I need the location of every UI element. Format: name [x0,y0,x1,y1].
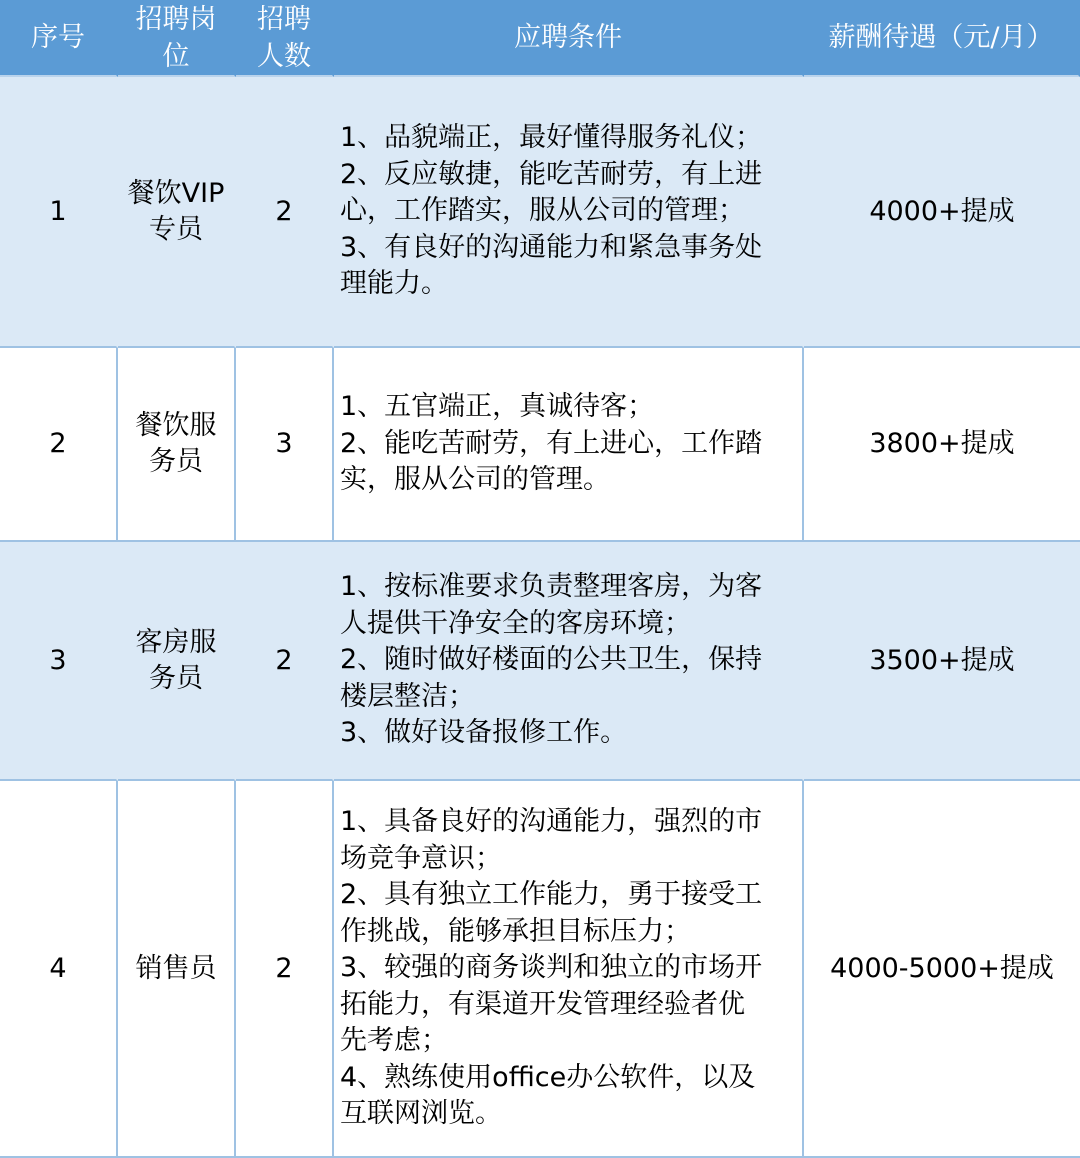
row-salary-cell [804,542,1080,781]
requirement-item: 1、五官端正，真诚待客； [340,391,655,423]
row-count-cell [236,348,334,542]
row-no: 2 [49,428,67,459]
row-salary: 4000+提成 [869,195,1015,227]
requirements-list [340,120,796,303]
header-no [0,0,118,77]
row-count: 2 [275,644,293,676]
header-requirements-label: 应聘条件 [514,22,622,53]
requirement-item: 3、做好设备报修工作。 [340,717,628,749]
row-salary: 4000-5000+提成 [830,952,1054,984]
row-count: 2 [275,195,293,227]
header-count-label: 招聘 人数 [257,3,311,72]
header-salary [804,0,1080,77]
requirements-list [340,804,796,1133]
requirements-list [340,569,796,752]
header-requirements [334,0,804,77]
row-no: 1 [49,195,67,227]
row-count: 3 [275,428,293,459]
row-requirements-cell [334,348,804,542]
row-requirements-cell [334,542,804,781]
requirement-item: 2、随时做好楼面的公共卫生，保持 楼层整洁； [340,644,763,712]
requirement-item: 1、按标准要求负责整理客房，为客 人提供干净安全的客房环境； [340,571,763,639]
header-position-label: 招聘岗 位 [135,3,217,72]
row-position-cell [118,781,236,1158]
requirement-item: 4、熟练使用office办公软件，以及 互联网浏览。 [340,1061,756,1130]
requirement-item: 3、有良好的沟通能力和紧急事务处 理能力。 [340,231,763,300]
row-count: 2 [275,952,293,984]
row-position: 餐饮VIP 专员 [127,177,225,245]
row-position-cell [118,77,236,348]
row-no-cell [0,77,118,348]
row-position: 销售员 [135,952,217,984]
header-position [118,0,236,77]
row-no-cell [0,781,118,1158]
row-position: 客房服 务员 [135,626,217,694]
header-count [236,0,334,77]
row-requirements-cell [334,77,804,348]
row-no-cell [0,348,118,542]
row-salary: 3500+提成 [869,644,1015,676]
row-position-cell [118,348,236,542]
requirement-item: 2、具有独立工作能力，勇于接受工 作挑战，能够承担目标压力； [340,879,763,947]
row-requirements-cell [334,781,804,1158]
row-count-cell [236,77,334,348]
requirement-item: 3、较强的商务谈判和独立的市场开 拓能力，有渠道开发管理经验者优 先考虑； [340,952,763,1057]
row-count-cell [236,781,334,1158]
header-no-label: 序号 [31,22,85,53]
row-no: 3 [49,644,67,676]
row-no-cell [0,542,118,781]
row-salary-cell [804,348,1080,542]
requirement-item: 1、品貌端正，最好懂得服务礼仪； [340,122,763,154]
requirement-item: 2、反应敏捷，能吃苦耐劳，有上进 心，工作踏实，服从公司的管理； [340,158,763,227]
row-salary: 3800+提成 [869,428,1015,459]
row-salary-cell [804,77,1080,348]
row-position-cell [118,542,236,781]
requirement-item: 2、能吃苦耐劳，有上进心，工作踏 实，服从公司的管理。 [340,427,763,496]
row-position: 餐饮服 务员 [135,410,217,477]
row-no: 4 [49,952,67,984]
requirement-item: 1、具备良好的沟通能力，强烈的市 场竞争意识； [340,806,763,874]
requirements-list [340,389,796,499]
row-salary-cell [804,781,1080,1158]
row-count-cell [236,542,334,781]
header-salary-label: 薪酬待遇（元/月） [828,22,1054,53]
